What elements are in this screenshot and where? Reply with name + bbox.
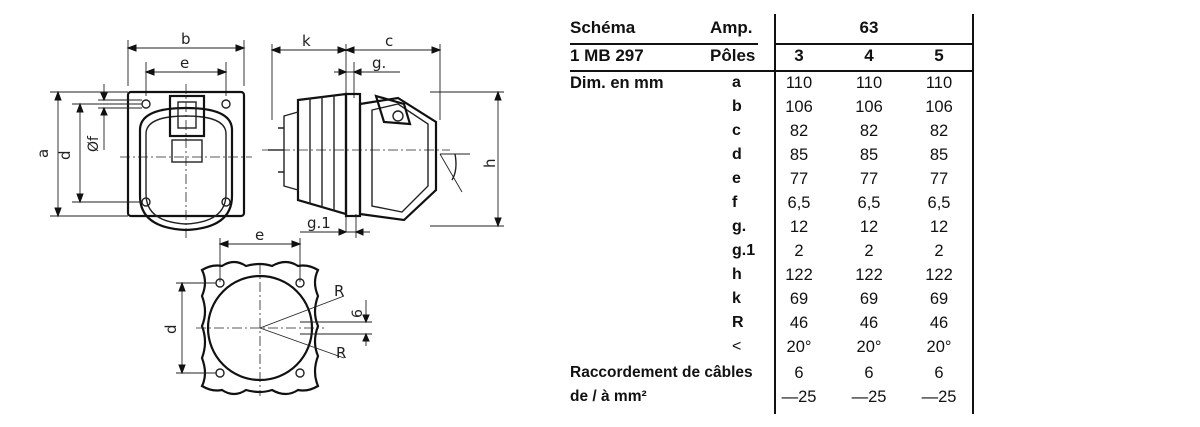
dim-label-6: 6 bbox=[350, 309, 366, 318]
header-rule bbox=[570, 70, 973, 72]
dim-label-r-top: R bbox=[334, 282, 345, 300]
cell-value: 6,5 bbox=[927, 194, 951, 212]
amp-value: 63 bbox=[859, 18, 879, 37]
cell-value: 69 bbox=[929, 290, 949, 308]
cell-value: 20° bbox=[786, 338, 812, 356]
row-symbol: R bbox=[732, 314, 744, 331]
cell-value: 46 bbox=[929, 314, 949, 332]
cell-value: 122 bbox=[925, 266, 953, 284]
amp-label: Amp. bbox=[710, 18, 753, 37]
row-symbol: g.1 bbox=[732, 242, 756, 259]
cell-value: 6,5 bbox=[787, 194, 811, 212]
dim-label-r-bottom: R bbox=[336, 344, 347, 362]
cell-value: 122 bbox=[785, 266, 813, 284]
cell-value: 77 bbox=[859, 170, 879, 188]
cell-value: 2 bbox=[794, 242, 804, 260]
cell-value: 85 bbox=[929, 146, 949, 164]
row-symbol: b bbox=[732, 98, 742, 115]
cell-value: 2 bbox=[864, 242, 874, 260]
cell-value: 69 bbox=[859, 290, 879, 308]
row-symbol: d bbox=[732, 146, 742, 163]
cell-value: 12 bbox=[929, 218, 949, 236]
dim-label-d-cutout: d bbox=[162, 324, 180, 334]
cell-value: 106 bbox=[925, 98, 953, 116]
technical-drawing bbox=[0, 0, 560, 427]
cell-value: 110 bbox=[925, 74, 953, 92]
front-view bbox=[34, 30, 252, 238]
cell-value: 77 bbox=[789, 170, 809, 188]
cell-value: 122 bbox=[855, 266, 883, 284]
row-symbol: g. bbox=[732, 218, 747, 235]
cell-value: 2 bbox=[934, 242, 944, 260]
header-rule bbox=[774, 43, 973, 45]
dim-label-c: c bbox=[385, 32, 394, 50]
poles-label: Pôles bbox=[710, 46, 756, 65]
cell-value: 46 bbox=[789, 314, 809, 332]
dim-label-e-front: e bbox=[180, 54, 190, 72]
row-symbol: a bbox=[732, 74, 741, 91]
cell-value: 77 bbox=[929, 170, 949, 188]
cell-value: 82 bbox=[789, 122, 809, 140]
dim-label-b: b bbox=[181, 30, 191, 48]
schema-label: Schéma bbox=[570, 18, 636, 37]
header-rule bbox=[570, 43, 758, 45]
cell-value: 12 bbox=[789, 218, 809, 236]
cell-value: 110 bbox=[855, 74, 883, 92]
cutout-view bbox=[162, 226, 372, 396]
dim-label-k: k bbox=[302, 32, 311, 50]
row-symbol: k bbox=[732, 290, 741, 307]
dim-label-e-cutout: e bbox=[255, 226, 265, 244]
dim-label-g: g. bbox=[372, 54, 387, 72]
cell-value: 85 bbox=[859, 146, 879, 164]
dim-label-a: a bbox=[34, 148, 52, 158]
cell-value: 110 bbox=[785, 74, 813, 92]
column-rule bbox=[972, 14, 974, 414]
row-symbol: < bbox=[732, 338, 742, 355]
cable-min: 6 bbox=[794, 364, 804, 382]
cable-max: —25 bbox=[921, 388, 957, 406]
row-symbol: h bbox=[732, 266, 742, 283]
cable-min: 6 bbox=[864, 364, 874, 382]
cell-value: 82 bbox=[859, 122, 879, 140]
dim-label-g1: g.1 bbox=[307, 214, 331, 232]
dim-label-h: h bbox=[481, 158, 499, 168]
cable-max: —25 bbox=[851, 388, 887, 406]
cell-value: 106 bbox=[855, 98, 883, 116]
cell-value: 85 bbox=[789, 146, 809, 164]
cell-value: 106 bbox=[785, 98, 813, 116]
dim-label-d-front: d bbox=[56, 150, 74, 160]
cell-value: 20° bbox=[856, 338, 882, 356]
poles-value: 5 bbox=[934, 46, 944, 65]
dim-label-f: Øf bbox=[86, 136, 102, 152]
cable-unit-label: de / à mm² bbox=[570, 388, 647, 405]
cell-value: 20° bbox=[926, 338, 952, 356]
cell-value: 69 bbox=[789, 290, 809, 308]
model-number: 1 MB 297 bbox=[570, 46, 644, 65]
spec-table bbox=[570, 14, 980, 414]
cable-max: —25 bbox=[781, 388, 817, 406]
cable-min: 6 bbox=[934, 364, 944, 382]
cable-label: Raccordement de câbles bbox=[570, 364, 753, 381]
cell-value: 82 bbox=[929, 122, 949, 140]
row-symbol: c bbox=[732, 122, 741, 139]
cell-value: 6,5 bbox=[857, 194, 881, 212]
poles-value: 3 bbox=[794, 46, 804, 65]
row-symbol: f bbox=[732, 194, 738, 211]
dims-label: Dim. en mm bbox=[570, 74, 664, 92]
cell-value: 46 bbox=[859, 314, 879, 332]
cell-value: 12 bbox=[859, 218, 879, 236]
side-view bbox=[262, 32, 504, 238]
row-symbol: e bbox=[732, 170, 741, 187]
poles-value: 4 bbox=[864, 46, 874, 65]
